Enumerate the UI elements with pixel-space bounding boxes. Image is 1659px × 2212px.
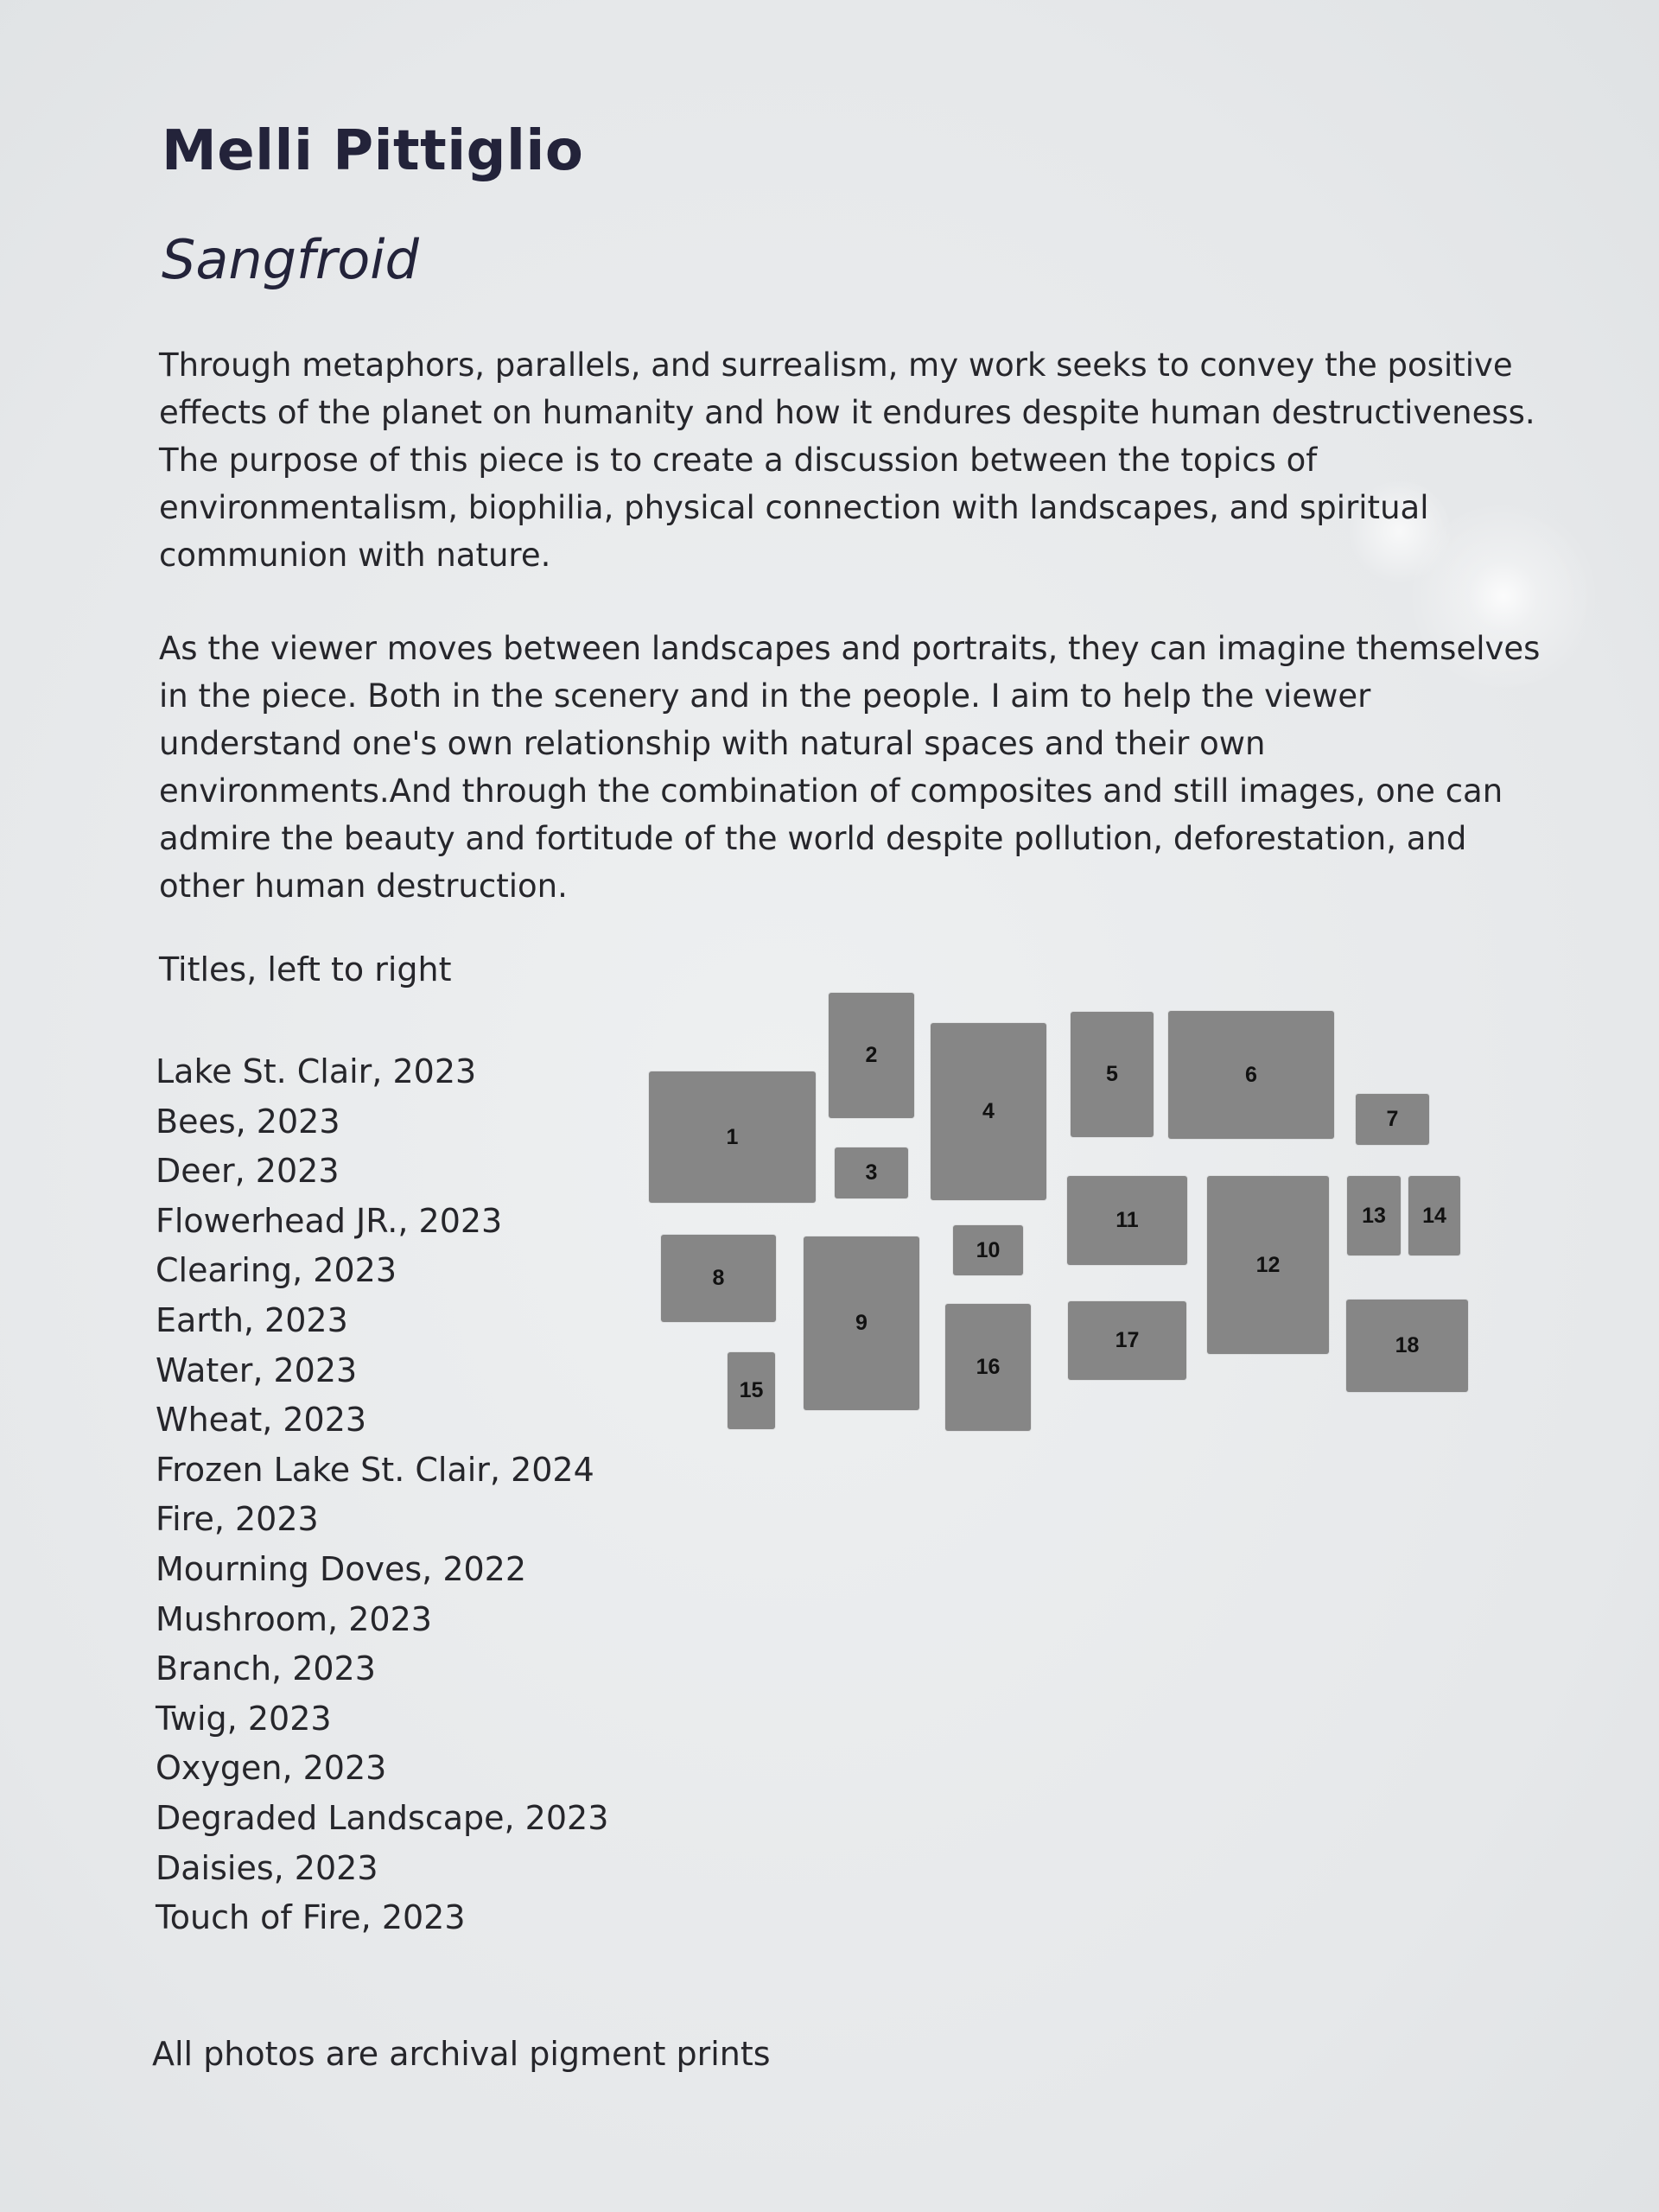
- title-item: Wheat, 2023: [156, 1401, 367, 1440]
- frame-9: [804, 1236, 919, 1410]
- medium-note: All photos are archival pigment prints: [152, 2035, 771, 2073]
- title-item: Bees, 2023: [156, 1102, 340, 1141]
- frame-number: 5: [1106, 1062, 1118, 1086]
- frame-number: 9: [855, 1311, 868, 1335]
- frame-number: 6: [1245, 1062, 1257, 1087]
- title-item: Frozen Lake St. Clair, 2024: [156, 1450, 594, 1489]
- statement-paragraph: As the viewer moves between landscapes and portraits, they can imagine themselves in the piece. Both in the scenery and in the people. I aim to help the viewer understand one's own relationship with natural spaces and their own environments.And through the combination of composites and still images, one can admire the beauty and fortitude of the world despite pollution, deforestation, and other human destruction.: [159, 630, 1541, 905]
- title-item: Lake St. Clair, 2023: [156, 1052, 477, 1090]
- frame-18: [1346, 1300, 1468, 1392]
- title-item: Mourning Doves, 2022: [156, 1549, 527, 1588]
- frame-7: [1356, 1094, 1429, 1145]
- title-item: Touch of Fire, 2023: [156, 1898, 466, 1937]
- frame-number: 17: [1115, 1328, 1140, 1352]
- title-item: Twig, 2023: [156, 1699, 332, 1738]
- title-item: Mushroom, 2023: [156, 1599, 432, 1638]
- title-item: Water, 2023: [156, 1351, 358, 1389]
- frame-8: [661, 1235, 776, 1322]
- title-item: Clearing, 2023: [156, 1251, 397, 1290]
- frame-number: 16: [976, 1355, 1001, 1379]
- frame-11: [1067, 1176, 1187, 1265]
- frame-number: 11: [1116, 1208, 1139, 1232]
- frame-number: 4: [982, 1099, 995, 1123]
- title-item: Deer, 2023: [156, 1152, 340, 1191]
- title-item: Oxygen, 2023: [156, 1749, 387, 1788]
- titles-heading: Titles, left to right: [159, 950, 452, 988]
- frame-1: [649, 1071, 816, 1203]
- frame-number: 2: [865, 1043, 878, 1067]
- artwork-title: Sangfroid: [162, 228, 419, 291]
- frame-number: 13: [1362, 1203, 1386, 1228]
- frame-13: [1347, 1176, 1401, 1255]
- frame-number: 15: [739, 1378, 764, 1402]
- title-item: Fire, 2023: [156, 1500, 319, 1539]
- frame-10: [953, 1225, 1023, 1275]
- frame-5: [1071, 1012, 1154, 1137]
- frame-2: [829, 993, 914, 1118]
- title-item: Flowerhead JR., 2023: [156, 1201, 503, 1240]
- frame-3: [835, 1147, 908, 1198]
- frame-number: 8: [712, 1266, 725, 1290]
- frame-number: 18: [1395, 1333, 1420, 1357]
- frame-number: 14: [1422, 1203, 1446, 1228]
- frame-6: [1168, 1011, 1334, 1139]
- artist-name: Melli Pittiglio: [162, 119, 584, 183]
- frame-number: 1: [726, 1124, 739, 1149]
- frame-4: [931, 1023, 1046, 1200]
- frame-number: 12: [1255, 1252, 1281, 1277]
- title-item: Degraded Landscape, 2023: [156, 1798, 609, 1837]
- title-item: Earth, 2023: [156, 1300, 348, 1339]
- statement-paragraph: Through metaphors, parallels, and surrealism, my work seeks to convey the positive effects of the planet on humanity and how it endures despite human destructiveness. The purpose of this piece is to create a discussion between the topics of environmentalism, biophilia, physical connection with landscapes, and spiritual communion with nature.: [159, 346, 1535, 574]
- frame-17: [1068, 1301, 1186, 1380]
- frame-14: [1408, 1176, 1460, 1255]
- frame-16: [945, 1304, 1031, 1431]
- frame-number: 3: [865, 1160, 878, 1185]
- frame-number: 7: [1386, 1107, 1399, 1131]
- title-item: Daisies, 2023: [156, 1848, 378, 1887]
- frame-15: [728, 1352, 775, 1429]
- frame-number: 10: [976, 1237, 1001, 1262]
- frame-12: [1207, 1176, 1329, 1354]
- title-item: Branch, 2023: [156, 1649, 376, 1688]
